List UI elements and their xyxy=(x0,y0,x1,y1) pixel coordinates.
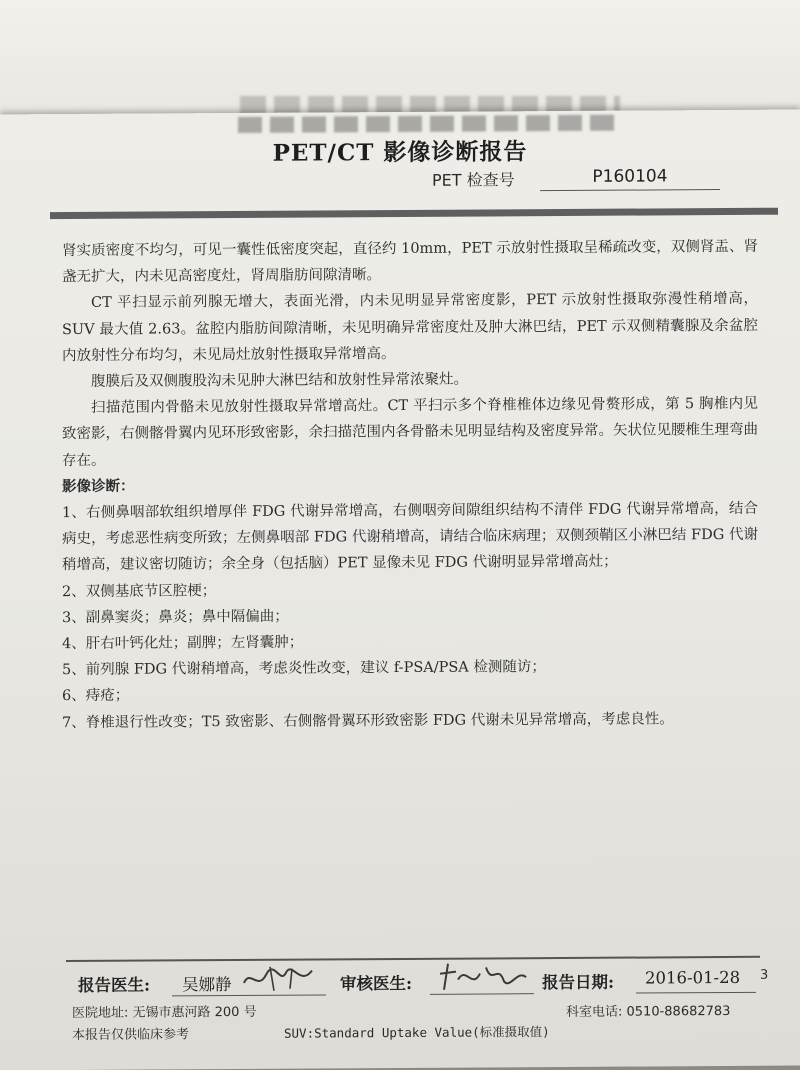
hospital-name-partial xyxy=(238,115,618,133)
report-body xyxy=(62,234,758,736)
exam-number-label: PET 检查号 xyxy=(432,170,515,190)
diagnosis-item: 1、右侧鼻咽部软组织增厚伴 FDG 代谢异常增高，右侧咽旁间隙组织结构不清伴 FDG 代谢异常增高，结合病史，考虑恶性病变所致；左侧鼻咽部 FDG 代谢稍增高，请结合临床病理；双侧颈鞘区小淋巴结 FDG 代谢稍增高，建议密切随访；余全身（包括脑）PET 显像未见 FDG 代谢明显异常增高灶； xyxy=(62,500,758,574)
footer-divider xyxy=(66,956,760,962)
date-label: 报告日期: xyxy=(542,972,615,993)
diagnosis-item: 6、痔疮； xyxy=(62,688,130,705)
page-number: 3 xyxy=(760,967,769,983)
hospital-address: 医院地址: 无锡市惠河路 200 号 xyxy=(72,1004,257,1022)
diagnosis-item: 2、双侧基底节区腔梗； xyxy=(62,582,217,600)
doctor-signature xyxy=(240,962,320,994)
report-page xyxy=(0,110,800,1070)
doctor-name: 吴娜静 xyxy=(182,975,232,995)
date-underline xyxy=(636,992,756,994)
doctor-underline xyxy=(172,994,326,996)
exam-number-value: P160104 xyxy=(540,166,720,191)
diagnosis-item: 3、副鼻窦炎；鼻炎；鼻中隔偏曲； xyxy=(62,608,289,626)
reviewer-signature xyxy=(436,959,532,996)
diagnosis-item: 7、脊椎退行性改变；T5 致密影、右侧髂骨翼环形致密影 FDG 代谢未见异常增高，考虑良性。 xyxy=(62,710,674,731)
previous-page-edge xyxy=(0,0,800,120)
report-date: 2016-01-28 xyxy=(645,967,741,988)
disclaimer: 本报告仅供临床参考 xyxy=(72,1027,190,1044)
diagnosis-item: 5、前列腺 FDG 代谢稍增高，考虑炎性改变，建议 f-PSA/PSA 检测随访； xyxy=(62,659,546,679)
header-divider xyxy=(50,208,778,219)
finding-paragraph: CT 平扫显示前列腺无增大，表面光滑，内未见明显异常密度影，PET 示放射性摄取弥漫性稍增高，SUV 最大值 2.63。盆腔内脂肪间隙清晰，未见明确异常密度灶及肿大淋巴结，PET 示双侧精囊腺及余盆腔内放射性分布均匀，未见局灶放射性摄取异常增高。 xyxy=(62,291,758,364)
doctor-label: 报告医生: xyxy=(78,975,151,995)
report-title: PET/CT 影像诊断报告 xyxy=(272,138,528,167)
suv-note: SUV:Standard Uptake Value(标准摄取值) xyxy=(284,1024,550,1041)
diagnosis-heading: 影像诊断： xyxy=(62,477,135,495)
finding-paragraph: 肾实质密度不均匀，可见一囊性低密度突起，直径约 10mm，PET 示放射性摄取呈稀疏改变，双侧肾盂、肾盏无扩大，内未见高密度灶，肾周脂肪间隙清晰。 xyxy=(62,238,758,286)
finding-paragraph: 扫描范围内骨骼未见放射性摄取异常增高灶。CT 平扫示多个脊椎椎体边缘见骨赘形成，第 5 胸椎内见致密影，右侧髂骨翼内见环形致密影，余扫描范围内各骨骼未见明显结构及密度异常。矢状位见腰椎生理弯曲存在。 xyxy=(62,396,758,469)
finding-paragraph: 腹膜后及双侧腹股沟未见肿大淋巴结和放射性异常浓聚灶。 xyxy=(91,371,468,390)
diagnosis-item: 4、肝右叶钙化灶；副脾；左肾囊肿； xyxy=(62,634,304,653)
reviewer-label: 审核医生: xyxy=(340,973,413,994)
department-phone: 科室电话: 0510-88682783 xyxy=(566,1003,731,1020)
